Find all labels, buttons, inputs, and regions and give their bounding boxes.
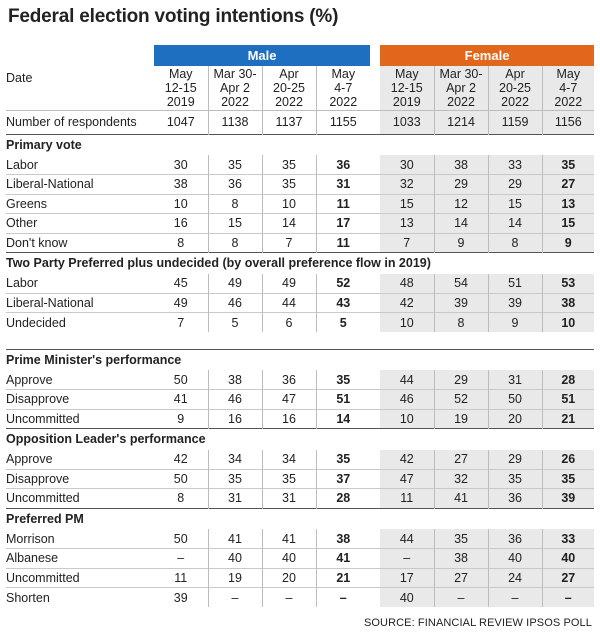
group-gap: [370, 66, 380, 110]
row-label: Uncommitted: [6, 409, 154, 429]
male-value-cell: 10: [154, 194, 208, 214]
male-value-cell: 11: [316, 233, 370, 253]
f-date-4: [542, 66, 594, 110]
table-row: [6, 450, 594, 470]
male-value-cell: 35: [208, 155, 262, 175]
male-value-cell: 35: [316, 370, 370, 390]
male-value-cell: –: [208, 588, 262, 608]
f-date-3: [488, 66, 542, 110]
table-row: [6, 175, 594, 195]
date-line: 2022: [501, 94, 529, 109]
female-value-cell: 35: [488, 469, 542, 489]
male-value-cell: 43: [316, 293, 370, 313]
table-row: [6, 568, 594, 588]
date-line: 2019: [392, 94, 421, 109]
group-gap: [370, 370, 380, 390]
male-value-cell: 46: [208, 293, 262, 313]
poll-table: [6, 45, 594, 607]
male-value-cell: 49: [262, 274, 316, 294]
table-row: [6, 549, 594, 569]
female-value-cell: 39: [488, 293, 542, 313]
male-value-cell: –: [316, 588, 370, 608]
male-value-cell: 16: [262, 409, 316, 429]
male-value-cell: 7: [154, 313, 208, 333]
male-value-cell: 11: [316, 194, 370, 214]
male-value-cell: 35: [262, 155, 316, 175]
female-value-cell: 12: [434, 194, 488, 214]
row-label: Disapprove: [6, 390, 154, 410]
male-value-cell: 41: [154, 390, 208, 410]
female-value-cell: 26: [542, 450, 594, 470]
male-value-cell: 30: [154, 155, 208, 175]
female-value-cell: –: [380, 549, 434, 569]
female-value-cell: 35: [434, 529, 488, 549]
male-value-cell: 42: [154, 450, 208, 470]
section-header-row: [6, 134, 594, 155]
male-value-cell: 8: [154, 233, 208, 253]
male-value-cell: 36: [208, 175, 262, 195]
female-value-cell: 35: [542, 155, 594, 175]
date-line: 2022: [329, 94, 358, 109]
date-line: 12-15: [164, 80, 197, 95]
female-value-cell: 27: [542, 175, 594, 195]
date-line: 12-15: [390, 80, 423, 95]
female-value-cell: 32: [434, 469, 488, 489]
table-row: [6, 274, 594, 294]
male-value-cell: 50: [154, 370, 208, 390]
table-row: [6, 313, 594, 333]
table-row: [6, 370, 594, 390]
male-value-cell: 34: [208, 450, 262, 470]
row-label: Approve: [6, 372, 53, 387]
table-row: [6, 293, 594, 313]
section-header-row: [6, 253, 594, 274]
female-value-cell: 19: [434, 409, 488, 429]
female-value-cell: 9: [488, 313, 542, 333]
male-value-cell: 28: [316, 489, 370, 509]
male-value-cell: 47: [262, 390, 316, 410]
male-value-cell: 16: [208, 409, 262, 429]
m-date-1: [154, 66, 208, 110]
female-value-cell: 10: [380, 313, 434, 333]
female-value-cell: 30: [380, 155, 434, 175]
section-title: Two Party Preferred plus undecided (by overall preference flow in 2019): [6, 253, 594, 274]
female-value-cell: 29: [488, 450, 542, 470]
male-value-cell: 7: [262, 233, 316, 253]
male-value-cell: 50: [154, 469, 208, 489]
male-value-cell: 36: [316, 155, 370, 175]
table-row: [6, 588, 594, 608]
date-line: Mar 30-: [439, 66, 483, 81]
male-value-cell: 9: [154, 409, 208, 429]
female-value-cell: 13: [380, 214, 434, 234]
male-value-cell: 11: [154, 568, 208, 588]
date-line: 2022: [275, 94, 303, 109]
date-line: 2019: [166, 94, 195, 109]
m-date-2: [208, 66, 262, 110]
female-value-cell: 40: [380, 588, 434, 608]
female-value-cell: 39: [542, 489, 594, 509]
female-value-cell: 28: [542, 370, 594, 390]
female-value-cell: 40: [542, 549, 594, 569]
female-value-cell: 24: [488, 568, 542, 588]
table-row: [6, 214, 594, 234]
female-value-cell: 21: [542, 409, 594, 429]
table-row: [6, 409, 594, 429]
female-value-cell: 47: [380, 469, 434, 489]
male-group-header: Male: [154, 45, 370, 66]
female-value-cell: 15: [488, 194, 542, 214]
male-value-cell: 34: [262, 450, 316, 470]
female-respondents: 1156: [542, 110, 594, 134]
date-line: 2022: [554, 94, 583, 109]
date-line: Apr 2: [446, 80, 476, 95]
male-respondents: 1138: [208, 110, 262, 134]
date-line: 4-7: [559, 80, 578, 95]
male-value-cell: 49: [154, 293, 208, 313]
female-value-cell: 48: [380, 274, 434, 294]
date-row: [6, 66, 594, 110]
female-value-cell: 10: [542, 313, 594, 333]
male-value-cell: 49: [208, 274, 262, 294]
group-gap: [370, 175, 380, 195]
male-value-cell: 39: [154, 588, 208, 608]
male-value-cell: 40: [262, 549, 316, 569]
female-value-cell: 13: [542, 194, 594, 214]
group-gap: [370, 549, 380, 569]
group-header-row: [6, 45, 594, 66]
male-value-cell: 17: [316, 214, 370, 234]
female-value-cell: 27: [434, 450, 488, 470]
group-gap: [370, 529, 380, 549]
male-value-cell: 45: [154, 274, 208, 294]
female-value-cell: 8: [488, 233, 542, 253]
male-value-cell: 10: [262, 194, 316, 214]
female-value-cell: 33: [542, 529, 594, 549]
male-value-cell: –: [154, 549, 208, 569]
date-line: 20-25: [273, 80, 305, 95]
group-gap: [370, 450, 380, 470]
row-label: Morrison: [6, 531, 55, 546]
male-value-cell: 40: [208, 549, 262, 569]
group-gap: [370, 110, 380, 134]
male-respondents: 1047: [154, 110, 208, 134]
row-label: Labor: [6, 276, 38, 290]
female-value-cell: 10: [380, 409, 434, 429]
section-title: Primary vote: [6, 134, 594, 155]
male-respondents: 1155: [316, 110, 370, 134]
section-header-row: [6, 429, 594, 450]
female-value-cell: 29: [488, 175, 542, 195]
female-value-cell: 51: [488, 274, 542, 294]
female-value-cell: –: [542, 588, 594, 608]
female-value-cell: –: [488, 588, 542, 608]
female-value-cell: 32: [380, 175, 434, 195]
female-value-cell: 44: [380, 529, 434, 549]
date-line: Apr 2: [220, 80, 250, 95]
female-respondents: 1159: [488, 110, 542, 134]
male-value-cell: –: [262, 588, 316, 608]
male-value-cell: 35: [262, 469, 316, 489]
date-line: 4-7: [334, 80, 353, 95]
group-gap: [370, 568, 380, 588]
group-gap: [370, 409, 380, 429]
female-value-cell: 44: [380, 370, 434, 390]
male-value-cell: 15: [208, 214, 262, 234]
date-line: 2022: [447, 94, 475, 109]
female-value-cell: –: [434, 588, 488, 608]
row-label: Undecided: [6, 313, 154, 333]
male-value-cell: 19: [208, 568, 262, 588]
group-gap: [370, 45, 380, 66]
male-value-cell: 21: [316, 568, 370, 588]
female-value-cell: 9: [434, 233, 488, 253]
female-group-header: Female: [380, 45, 594, 66]
row-label: Uncommitted: [6, 489, 154, 509]
male-value-cell: 41: [316, 549, 370, 569]
female-value-cell: 51: [542, 390, 594, 410]
row-label: Don't know: [6, 233, 154, 253]
female-value-cell: 14: [434, 214, 488, 234]
date-line: 2022: [221, 94, 249, 109]
table-row: [6, 469, 594, 489]
female-value-cell: 35: [542, 469, 594, 489]
section-header-row: [6, 508, 594, 529]
row-label: Shorten: [6, 588, 154, 608]
female-value-cell: 46: [380, 390, 434, 410]
group-gap: [370, 214, 380, 234]
female-value-cell: 8: [434, 313, 488, 333]
male-value-cell: 31: [262, 489, 316, 509]
female-value-cell: 33: [488, 155, 542, 175]
male-value-cell: 38: [208, 370, 262, 390]
table-row: [6, 529, 594, 549]
male-value-cell: 5: [316, 313, 370, 333]
row-label: Greens: [6, 194, 154, 214]
male-value-cell: 8: [208, 233, 262, 253]
respondents-row: [6, 110, 594, 134]
male-value-cell: 31: [208, 489, 262, 509]
male-value-cell: 6: [262, 313, 316, 333]
respondents-label: Number of respondents: [6, 115, 137, 129]
female-value-cell: 38: [542, 293, 594, 313]
row-label: Liberal-National: [6, 293, 154, 313]
group-gap: [370, 194, 380, 214]
female-value-cell: 38: [434, 549, 488, 569]
row-label: Labor: [6, 157, 38, 172]
date-line: May: [394, 66, 419, 81]
female-value-cell: 40: [488, 549, 542, 569]
date-line: 20-25: [499, 80, 532, 95]
female-value-cell: 11: [380, 489, 434, 509]
table-row: [6, 233, 594, 253]
group-gap: [370, 390, 380, 410]
male-value-cell: 8: [154, 489, 208, 509]
male-value-cell: 52: [316, 274, 370, 294]
female-respondents: 1214: [434, 110, 488, 134]
male-value-cell: 37: [316, 469, 370, 489]
section-title: Opposition Leader's performance: [6, 429, 594, 450]
female-value-cell: 50: [488, 390, 542, 410]
female-value-cell: 27: [542, 568, 594, 588]
male-value-cell: 38: [316, 529, 370, 549]
group-header-spacer: [6, 45, 154, 66]
date-line: Mar 30-: [213, 66, 257, 81]
female-value-cell: 27: [434, 568, 488, 588]
f-date-1: [380, 66, 434, 110]
poll-table-body: [6, 45, 594, 607]
date-label: Date: [6, 66, 154, 110]
female-value-cell: 52: [434, 390, 488, 410]
date-line: May: [168, 66, 193, 81]
m-date-4: [316, 66, 370, 110]
row-label: Other: [6, 214, 154, 234]
date-line: May: [556, 66, 581, 81]
table-row: [6, 489, 594, 509]
male-value-cell: 31: [316, 175, 370, 195]
male-value-cell: 46: [208, 390, 262, 410]
row-label: Approve: [6, 452, 53, 466]
female-value-cell: 15: [542, 214, 594, 234]
male-value-cell: 16: [154, 214, 208, 234]
female-value-cell: 9: [542, 233, 594, 253]
group-gap: [370, 233, 380, 253]
row-label: Liberal-National: [6, 175, 154, 195]
group-gap: [370, 274, 380, 294]
female-value-cell: 7: [380, 233, 434, 253]
female-value-cell: 36: [488, 529, 542, 549]
female-value-cell: 20: [488, 409, 542, 429]
female-value-cell: 15: [380, 194, 434, 214]
male-value-cell: 20: [262, 568, 316, 588]
row-label: Albanese: [6, 549, 154, 569]
table-row: [6, 194, 594, 214]
date-line: Apr: [505, 66, 525, 81]
female-value-cell: 53: [542, 274, 594, 294]
female-value-cell: 14: [488, 214, 542, 234]
group-gap: [370, 293, 380, 313]
female-value-cell: 41: [434, 489, 488, 509]
female-respondents: 1033: [380, 110, 434, 134]
male-value-cell: 35: [262, 175, 316, 195]
group-gap: [370, 155, 380, 175]
female-value-cell: 36: [488, 489, 542, 509]
male-value-cell: 38: [154, 175, 208, 195]
male-value-cell: 41: [208, 529, 262, 549]
male-respondents: 1137: [262, 110, 316, 134]
female-value-cell: 17: [380, 568, 434, 588]
female-value-cell: 38: [434, 155, 488, 175]
section-header-row: [6, 349, 594, 370]
male-value-cell: 36: [262, 370, 316, 390]
male-value-cell: 5: [208, 313, 262, 333]
section-spacer: [6, 332, 594, 349]
male-value-cell: 14: [316, 409, 370, 429]
male-value-cell: 41: [262, 529, 316, 549]
male-value-cell: 51: [316, 390, 370, 410]
male-value-cell: 44: [262, 293, 316, 313]
male-value-cell: 50: [154, 529, 208, 549]
female-value-cell: 29: [434, 175, 488, 195]
row-label: Uncommitted: [6, 568, 154, 588]
group-gap: [370, 489, 380, 509]
female-value-cell: 42: [380, 293, 434, 313]
date-line: May: [331, 66, 356, 81]
section-title: Preferred PM: [6, 508, 594, 529]
female-value-cell: 42: [380, 450, 434, 470]
row-label: Disapprove: [6, 469, 154, 489]
male-value-cell: 14: [262, 214, 316, 234]
date-line: Apr: [279, 66, 299, 81]
group-gap: [370, 469, 380, 489]
female-value-cell: 29: [434, 370, 488, 390]
m-date-3: [262, 66, 316, 110]
section-title: Prime Minister's performance: [6, 349, 594, 370]
female-value-cell: 31: [488, 370, 542, 390]
group-gap: [370, 313, 380, 333]
table-row: [6, 155, 594, 175]
source-note: SOURCE: FINANCIAL REVIEW IPSOS POLL: [363, 617, 592, 629]
spacer-cell: [6, 332, 594, 349]
male-value-cell: 8: [208, 194, 262, 214]
male-value-cell: 35: [316, 450, 370, 470]
page-title: Federal election voting intentions (%): [8, 6, 339, 27]
female-value-cell: 39: [434, 293, 488, 313]
male-value-cell: 35: [208, 469, 262, 489]
female-value-cell: 54: [434, 274, 488, 294]
f-date-2: [434, 66, 488, 110]
group-gap: [370, 588, 380, 608]
table-row: [6, 390, 594, 410]
